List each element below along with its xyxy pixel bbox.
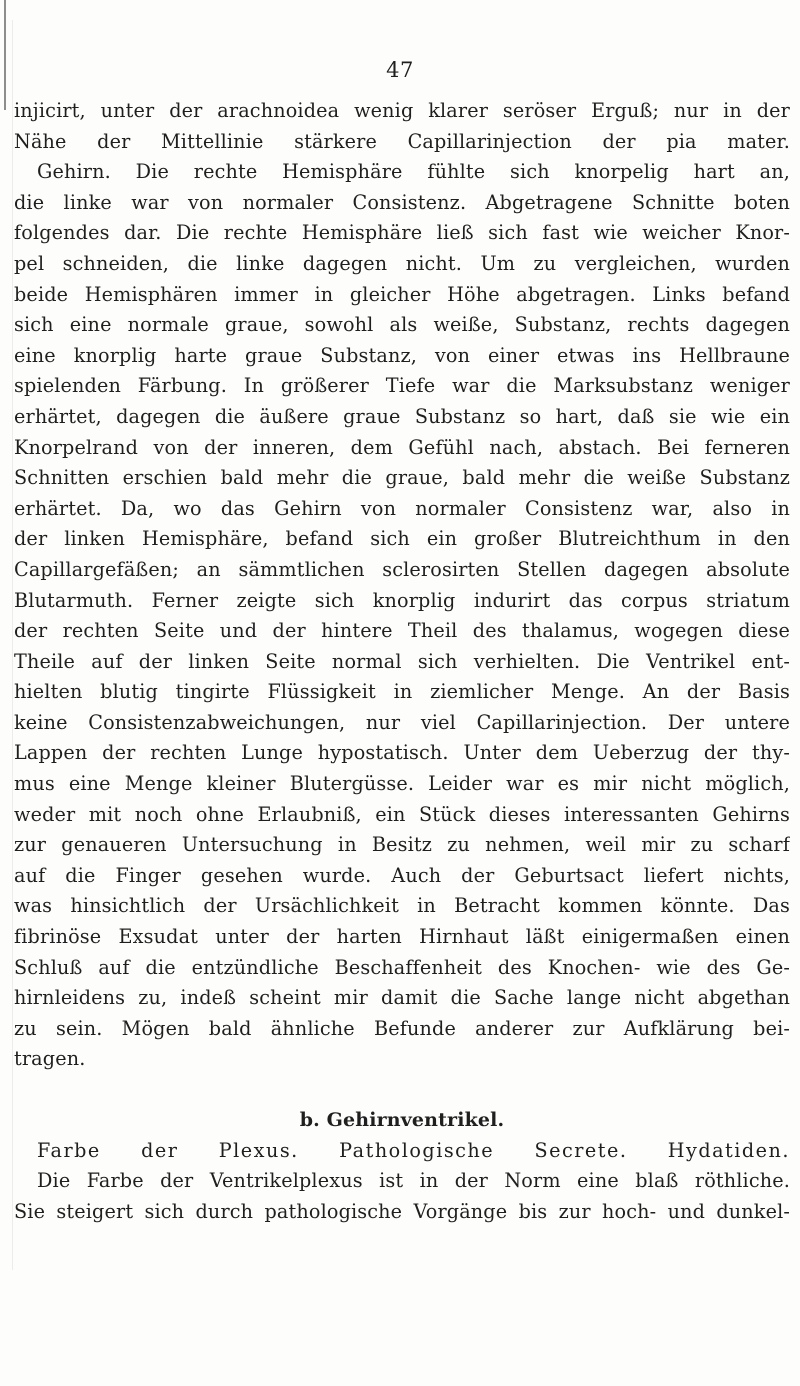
text-line: hirnleidens zu, indeß scheint mir damit die Sache lange nicht abgethan <box>14 986 790 1010</box>
text-line: Die Farbe der Ventrikelplexus ist in der Norm eine blaß röthliche. <box>37 1169 790 1193</box>
paragraph-plexus-color <box>14 1166 790 1227</box>
text-line: tragen. <box>14 1047 86 1071</box>
text-line: auf die Finger gesehen wurde. Auch der Geburtsact liefert nichts, <box>14 863 790 887</box>
text-line: spielenden Färbung. In größerer Tiefe war die Marksubstanz weniger <box>14 374 790 398</box>
text-line: Schnitten erschien bald mehr die graue, bald mehr die weiße Substanz <box>14 466 790 490</box>
text-line: Sie steigert sich durch pathologische Vorgänge bis zur hoch- und dunkel- <box>14 1199 790 1223</box>
text-line: weder mit noch ohne Erlaubniß, ein Stück dieses interessanten Gehirns <box>14 802 790 826</box>
text-line: sich eine normale graue, sowohl als weiße, Substanz, rechts dagegen <box>14 313 790 337</box>
text-line: erhärtet. Da, wo das Gehirn von normaler Consistenz war, also in <box>14 496 790 520</box>
text-line: Capillargefäßen; an sämmtlichen sclerosirten Stellen dagegen absolute <box>14 557 790 581</box>
section-heading: b. Gehirnventrikel. <box>299 1109 505 1131</box>
text-line: hielten blutig tingirte Flüssigkeit in ziemlicher Menge. An der Basis <box>14 680 790 704</box>
text-line: zu sein. Mögen bald ähnliche Befunde anderer zur Aufklärung bei- <box>14 1016 790 1040</box>
text-line: Knorpelrand von der inneren, dem Gefühl nach, abstach. Bei ferneren <box>14 435 790 459</box>
text-line: eine knorplig harte graue Substanz, von einer etwas ins Hellbraune <box>14 343 790 367</box>
paragraph-autopsy-findings <box>14 96 790 1075</box>
text-line: Blutarmuth. Ferner zeigte sich knorplig indurirt das corpus striatum <box>14 588 790 612</box>
text-line: keine Consistenzabweichungen, nur viel Capillarinjection. Der untere <box>14 710 790 734</box>
text-line: erhärtet, dagegen die äußere graue Substanz so hart, daß sie wie ein <box>14 404 790 428</box>
text-line: beide Hemisphären immer in gleicher Höhe abgetragen. Links befand <box>14 282 790 306</box>
section-subheading: Farbe der Plexus. Pathologische Secrete. Hydatiden. <box>37 1138 790 1162</box>
page-body-text <box>14 96 790 1227</box>
page-edge-shadow <box>12 20 13 1270</box>
text-line: Nähe der Mittellinie stärkere Capillarinjection der pia mater. <box>14 129 790 153</box>
text-line: folgendes dar. Die rechte Hemisphäre ließ sich fast wie weicher Knor- <box>14 221 790 245</box>
text-line: die linke war von normaler Consistenz. Abgetragene Schnitte boten <box>14 190 790 214</box>
text-line: zur genaueren Untersuchung in Besitz zu nehmen, weil mir zu scharf <box>14 833 790 857</box>
text-line: pel schneiden, die linke dagegen nicht. Um zu vergleichen, wurden <box>14 251 790 275</box>
text-line: Schluß auf die entzündliche Beschaffenheit des Knochen- wie des Ge- <box>14 955 790 979</box>
text-line: was hinsichtlich der Ursächlichkeit in Betracht kommen könnte. Das <box>14 894 790 918</box>
page-number: 47 <box>386 58 414 82</box>
text-line: injicirt, unter der arachnoidea wenig klarer seröser Erguß; nur in der <box>14 99 790 122</box>
text-line: mus eine Menge kleiner Blutergüsse. Leider war es mir nicht möglich, <box>14 772 790 796</box>
text-line: Gehirn. Die rechte Hemisphäre fühlte sich knorpelig hart an, <box>37 160 790 184</box>
text-line: fibrinöse Exsudat unter der harten Hirnhaut läßt einigermaßen einen <box>14 925 790 949</box>
text-line: Lappen der rechten Lunge hypostatisch. Unter dem Ueberzug der thy- <box>14 741 790 765</box>
text-line: Theile auf der linken Seite normal sich verhielten. Die Ventrikel ent- <box>14 649 790 673</box>
text-line: der rechten Seite und der hintere Theil des thalamus, wogegen diese <box>14 619 790 643</box>
page-edge-shadow <box>4 0 6 110</box>
text-line: der linken Hemisphäre, befand sich ein großer Blutreichthum in den <box>14 527 790 551</box>
